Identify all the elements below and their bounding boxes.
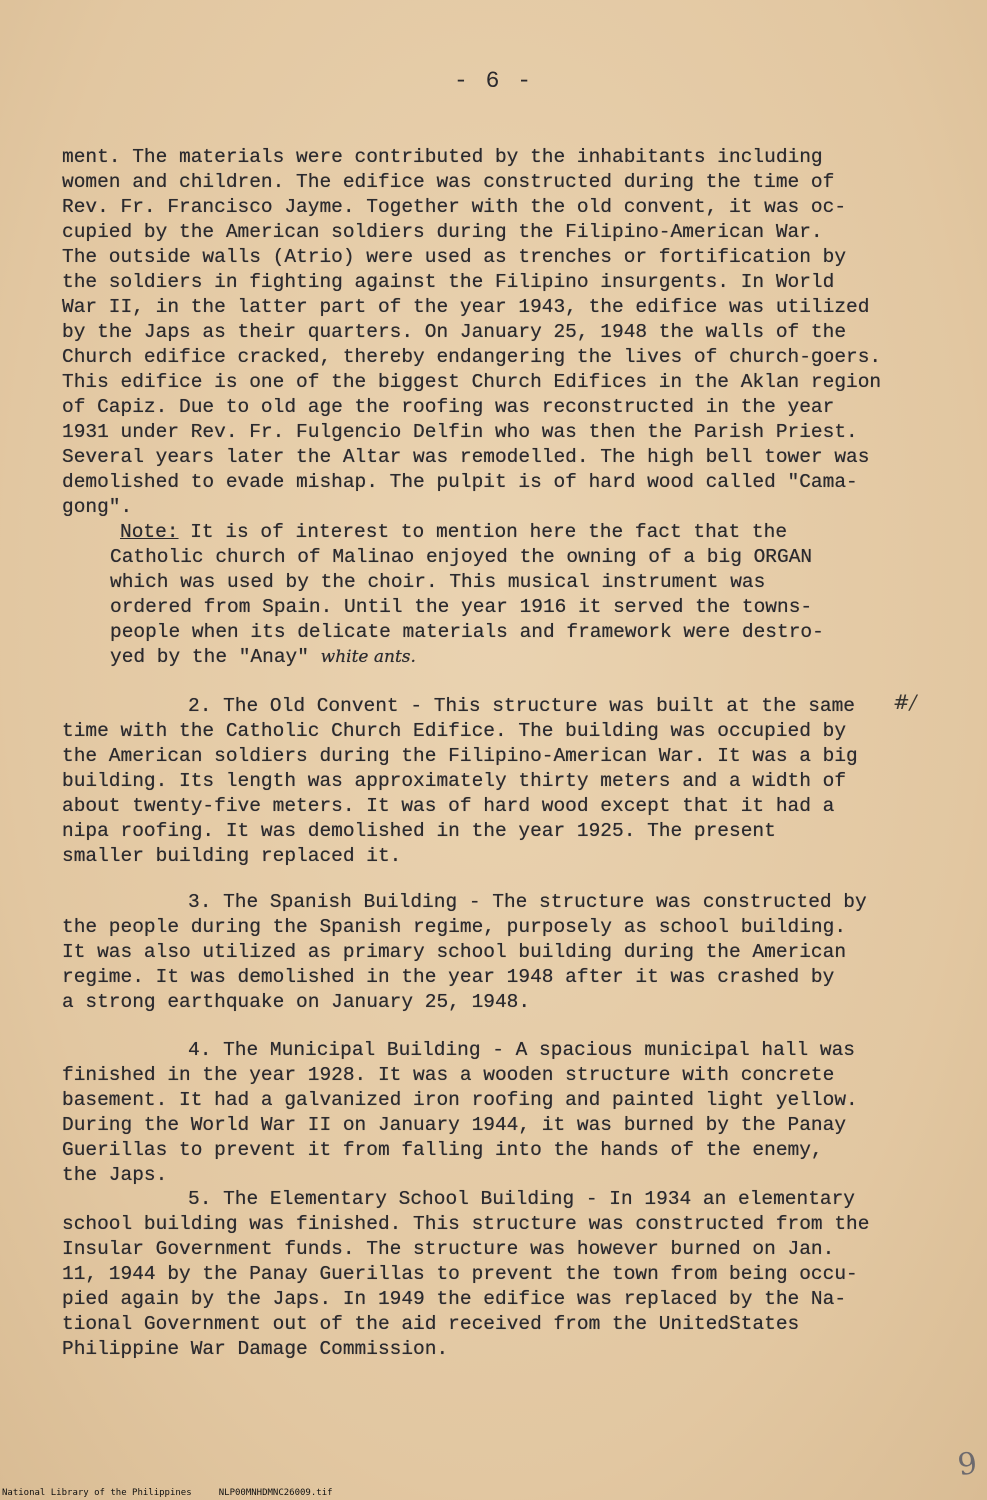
text-line: pied again by the Japs. In 1949 the edifice was replaced by the Na- [62,1288,847,1310]
text-line: 5. The Elementary School Building - In 1934 an elementary [188,1188,856,1210]
handwritten-addition: white ants. [320,647,416,667]
note-line: Catholic church of Malinao enjoyed the owning of a big ORGAN [110,546,813,568]
text-line: 4. The Municipal Building - A spacious municipal hall was [188,1039,856,1061]
text-line: War II, in the latter part of the year 1943, the edifice was utilized [62,296,870,318]
text-line: time with the Catholic Church Edifice. The building was occupied by [62,720,847,742]
page-number: - 6 - [453,68,533,94]
margin-mark: #/ [893,690,917,714]
text-line: Guerillas to prevent it from falling into the hands of the enemy, [62,1139,823,1161]
note-text: It is of interest to mention here the fact that the [178,521,788,543]
text-line: cupied by the American soldiers during the Filipino-American War. [62,221,823,243]
text-line: Several years later the Altar was remodelled. The high bell tower was [62,446,870,468]
text-line: demolished to evade mishap. The pulpit is of hard wood called "Cama- [62,471,858,493]
text-line: It was also utilized as primary school building during the American [62,941,847,963]
text-line: the Japs. [62,1164,168,1186]
text-line: basement. It had a galvanized iron roofing and painted light yellow. [62,1089,858,1111]
text-line: 1931 under Rev. Fr. Fulgencio Delfin who was then the Parish Priest. [62,421,858,443]
text-line: school building was finished. This structure was constructed from the [62,1213,870,1235]
note-line [110,645,416,670]
corner-page-mark: 9 [955,1445,980,1484]
text-line: 3. The Spanish Building - The structure was constructed by [188,891,867,913]
note-line: people when its delicate materials and framework were destro- [110,621,824,643]
text-line: 2. The Old Convent - This structure was built at the same [188,695,856,717]
note-line: ordered from Spain. Until the year 1916 it served the towns- [110,596,813,618]
text-line: about twenty-five meters. It was of hard wood except that it had a [62,795,835,817]
text-line: of Capiz. Due to old age the roofing was reconstructed in the year [62,396,835,418]
text-line: Rev. Fr. Francisco Jayme. Together with the old convent, it was oc- [62,196,847,218]
text-line: by the Japs as their quarters. On January 25, 1948 the walls of the [62,321,847,343]
text-line: Insular Government funds. The structure was however burned on Jan. [62,1238,835,1260]
text-line: the American soldiers during the Filipino-American War. It was a big [62,745,858,767]
text-line: ment. The materials were contributed by the inhabitants including [62,146,823,168]
text-line: gong". [62,496,133,518]
text-line: regime. It was demolished in the year 1948 after it was crashed by [62,966,835,988]
text-line: women and children. The edifice was constructed during the time of [62,171,835,193]
text-line: tional Government out of the aid received from the UnitedStates [62,1313,800,1335]
text-line: the soldiers in fighting against the Filipino insurgents. In World [62,271,835,293]
note-line: which was used by the choir. This musical instrument was [110,571,766,593]
note-text: yed by the "Anay" [110,646,309,668]
text-line: 11, 1944 by the Panay Guerillas to prevent the town from being occu- [62,1263,858,1285]
text-line: finished in the year 1928. It was a wooden structure with concrete [62,1064,835,1086]
text-line: smaller building replaced it. [62,845,402,867]
text-line: The outside walls (Atrio) were used as trenches or fortification by [62,246,847,268]
text-line: nipa roofing. It was demolished in the year 1925. The present [62,820,776,842]
text-line: a strong earthquake on January 25, 1948. [62,991,531,1013]
text-line: During the World War II on January 1944, it was burned by the Panay [62,1114,847,1136]
text-line: Church edifice cracked, thereby endangering the lives of church-goers. [62,346,882,368]
text-line: Philippine War Damage Commission. [62,1338,449,1360]
text-line: the people during the Spanish regime, purposely as school building. [62,916,847,938]
note-label: Note: [120,521,179,543]
note-line [120,520,787,545]
text-line: This edifice is one of the biggest Church Edifices in the Aklan region [62,371,882,393]
text-line: building. Its length was approximately thirty meters and a width of [62,770,847,792]
archive-footer: National Library of the Philippines NLP00MNHDMNC26009.tif [2,1488,333,1498]
